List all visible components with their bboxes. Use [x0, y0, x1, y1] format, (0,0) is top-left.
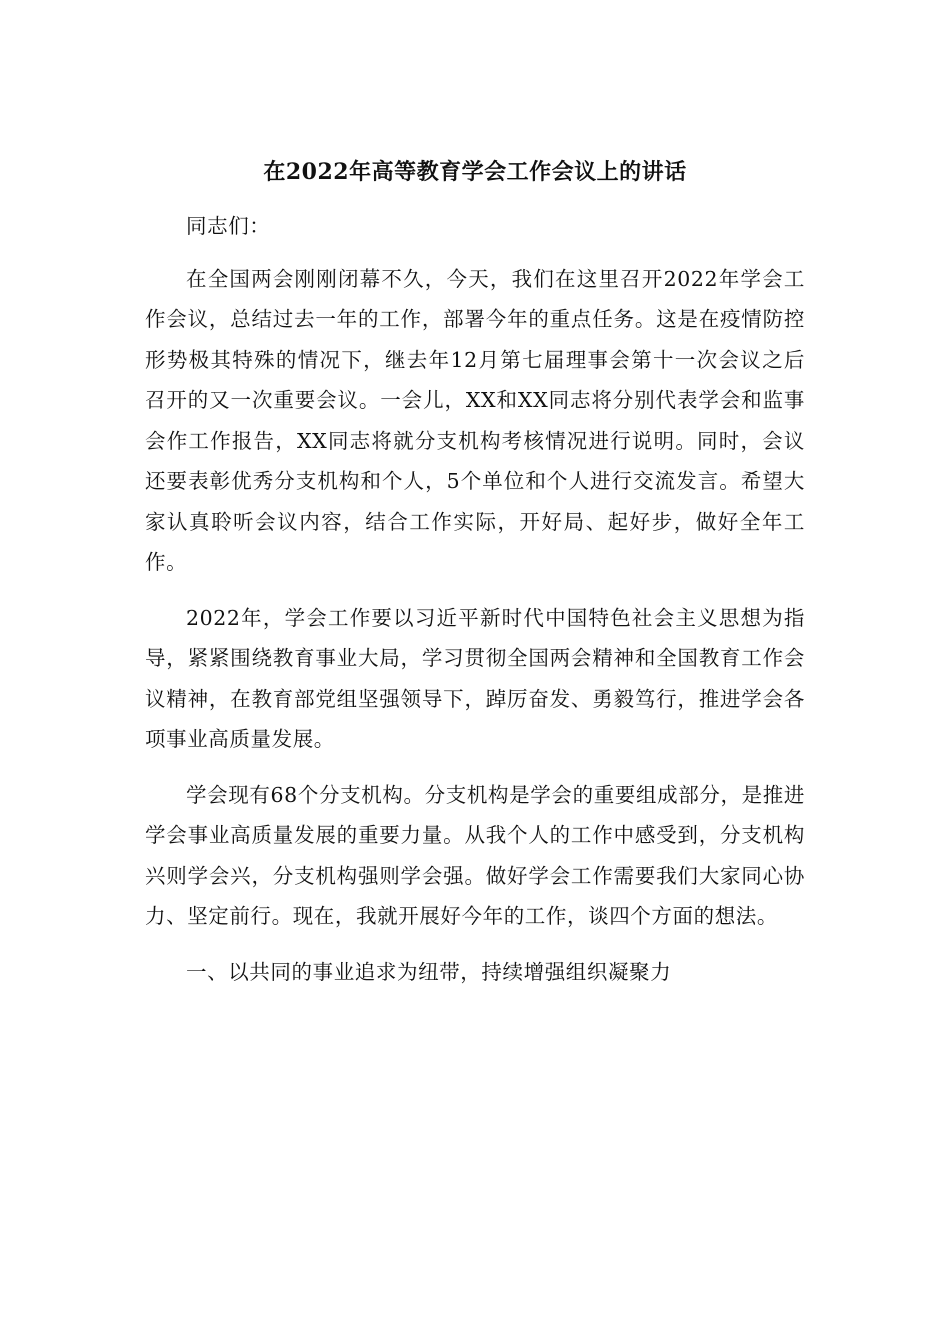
greeting-paragraph: 同志们：	[186, 214, 271, 238]
document-title: 在2022年高等教育学会工作会议上的讲话	[263, 159, 687, 185]
intro-paragraph: 在全国两会刚刚闭幕不久，今天，我们在这里召开2022年学会工作会议，总结过去一年的工作，部署今年的重点任务。这是在疫情防控形势极其特殊的情况下，继去年12月第七届理事会第十一次会议之后召开的又一次重要会议。一会儿，XX和XX同志将分别代表学会和监事会作工作报告，XX同志将就分支机构考核情况进行说明。同时，会议还要表彰优秀分支机构和个人，5个单位和个人进行交流发言。希望大家认真聆听会议内容，结合工作实际，开好局、起好步，做好全年工作。	[145, 266, 805, 574]
document-body	[145, 206, 805, 1007]
section-heading-1: 一、以共同的事业追求为纽带，持续增强组织凝聚力	[186, 959, 672, 984]
branches-paragraph: 学会现有68个分支机构。分支机构是学会的重要组成部分，是推进学会事业高质量发展的重要力量。从我个人的工作中感受到，分支机构兴则学会兴，分支机构强则学会强。做好学会工作需要我们大家同心协力、坚定前行。现在，我就开展好今年的工作，谈四个方面的想法。	[145, 782, 805, 928]
guidance-paragraph: 2022年，学会工作要以习近平新时代中国特色社会主义思想为指导，紧紧围绕教育事业大局，学习贯彻全国两会精神和全国教育工作会议精神，在教育部党组坚强领导下，踔厉奋发、勇毅笃行，推进学会各项事业高质量发展。	[145, 605, 805, 751]
